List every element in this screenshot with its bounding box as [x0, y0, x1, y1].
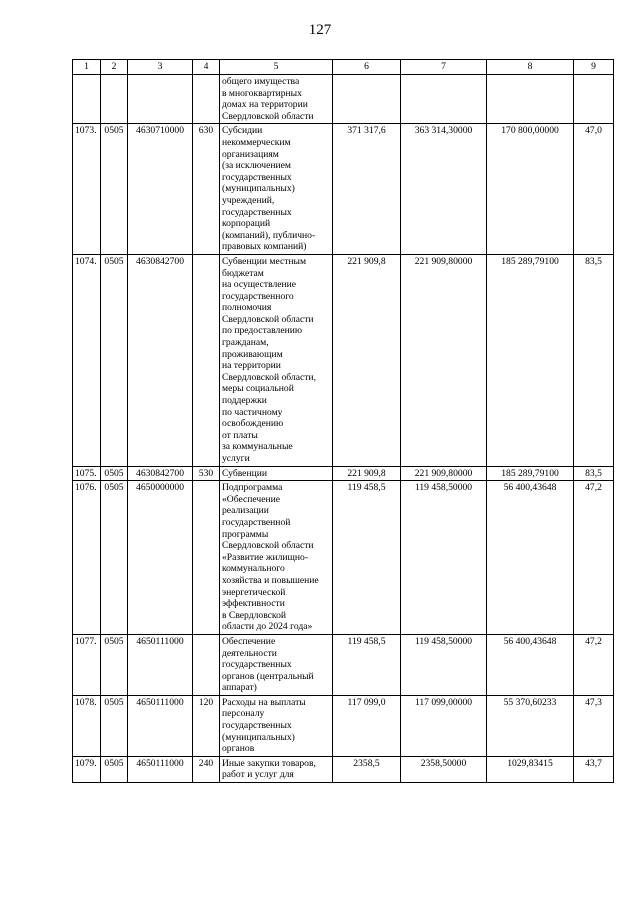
executed-amount: 56 400,43648 [487, 481, 574, 635]
expense-type: 530 [193, 466, 220, 481]
expense-type: 630 [193, 124, 220, 255]
approved-amount [401, 75, 487, 124]
target-code: 4630842700 [128, 466, 193, 481]
plan-amount: 371 317,6 [333, 124, 401, 255]
column-header: 7 [401, 60, 487, 75]
row-number: 1077. [73, 634, 101, 695]
plan-amount: 2358,5 [333, 756, 401, 782]
expense-type [193, 634, 220, 695]
row-number: 1079. [73, 756, 101, 782]
section-code [101, 75, 128, 124]
item-name: Субсидии некоммерческим организациям (за исключением государственных (муниципальных) учреждений, государственных корпораций (компаний), публично- правовых компаний) [220, 124, 333, 255]
row-number: 1076. [73, 481, 101, 635]
item-name: Обеспечение деятельности государственных органов (центральный аппарат) [220, 634, 333, 695]
execution-percent: 47,0 [574, 124, 614, 255]
section-code: 0505 [101, 634, 128, 695]
column-header: 4 [193, 60, 220, 75]
target-code [128, 75, 193, 124]
table-row [73, 254, 614, 466]
execution-percent: 43,7 [574, 756, 614, 782]
section-code: 0505 [101, 756, 128, 782]
table-row [73, 695, 614, 756]
page-number: 127 [308, 22, 332, 38]
column-number-row [73, 60, 614, 75]
expense-type: 240 [193, 756, 220, 782]
table-row [73, 75, 614, 124]
expense-type [193, 481, 220, 635]
column-header: 5 [220, 60, 333, 75]
section-code: 0505 [101, 124, 128, 255]
section-code: 0505 [101, 695, 128, 756]
plan-amount: 119 458,5 [333, 481, 401, 635]
target-code: 4650111000 [128, 695, 193, 756]
plan-amount: 119 458,5 [333, 634, 401, 695]
execution-percent: 47,2 [574, 634, 614, 695]
execution-percent: 47,2 [574, 481, 614, 635]
item-name: Подпрограмма «Обеспечение реализации государственной программы Свердловской области «Развитие жилищно- коммунального хозяйства и повышение энергетической эффективности в Свердловской области до 2024 года» [220, 481, 333, 635]
table-row [73, 124, 614, 255]
column-header: 2 [101, 60, 128, 75]
row-number: 1075. [73, 466, 101, 481]
target-code: 4630710000 [128, 124, 193, 255]
section-code: 0505 [101, 481, 128, 635]
approved-amount: 119 458,50000 [401, 481, 487, 635]
target-code: 4650111000 [128, 634, 193, 695]
item-name: Субвенции [220, 466, 333, 481]
expense-type [193, 75, 220, 124]
item-name: Иные закупки товаров, работ и услуг для [220, 756, 333, 782]
item-name: Расходы на выплаты персоналу государственных (муниципальных) органов [220, 695, 333, 756]
table-row [73, 756, 614, 782]
execution-percent: 47,3 [574, 695, 614, 756]
target-code: 4650111000 [128, 756, 193, 782]
executed-amount: 1029,83415 [487, 756, 574, 782]
column-header: 9 [574, 60, 614, 75]
approved-amount: 2358,50000 [401, 756, 487, 782]
executed-amount: 185 289,79100 [487, 254, 574, 466]
executed-amount: 56 400,43648 [487, 634, 574, 695]
executed-amount: 185 289,79100 [487, 466, 574, 481]
item-name: общего имущества в многоквартирных домах на территории Свердловской области [220, 75, 333, 124]
section-code: 0505 [101, 254, 128, 466]
plan-amount [333, 75, 401, 124]
expense-type: 120 [193, 695, 220, 756]
executed-amount [487, 75, 574, 124]
approved-amount: 363 314,30000 [401, 124, 487, 255]
approved-amount: 117 099,00000 [401, 695, 487, 756]
executed-amount: 55 370,60233 [487, 695, 574, 756]
table-row [73, 481, 614, 635]
column-header: 3 [128, 60, 193, 75]
budget-table [72, 59, 614, 783]
section-code: 0505 [101, 466, 128, 481]
target-code: 4650000000 [128, 481, 193, 635]
table-row [73, 466, 614, 481]
executed-amount: 170 800,00000 [487, 124, 574, 255]
column-header: 8 [487, 60, 574, 75]
approved-amount: 221 909,80000 [401, 254, 487, 466]
approved-amount: 119 458,50000 [401, 634, 487, 695]
item-name: Субвенции местным бюджетам на осуществление государственного полномочия Свердловской области по предоставлению гражданам, проживающим на территории Свердловской области, меры социальной поддержки по частичному освобождению от платы за коммунальные услуги [220, 254, 333, 466]
expense-type [193, 254, 220, 466]
column-header: 1 [73, 60, 101, 75]
table-row [73, 634, 614, 695]
row-number [73, 75, 101, 124]
plan-amount: 221 909,8 [333, 254, 401, 466]
row-number: 1078. [73, 695, 101, 756]
plan-amount: 221 909,8 [333, 466, 401, 481]
target-code: 4630842700 [128, 254, 193, 466]
row-number: 1073. [73, 124, 101, 255]
execution-percent [574, 75, 614, 124]
approved-amount: 221 909,80000 [401, 466, 487, 481]
execution-percent: 83,5 [574, 254, 614, 466]
column-header: 6 [333, 60, 401, 75]
plan-amount: 117 099,0 [333, 695, 401, 756]
row-number: 1074. [73, 254, 101, 466]
execution-percent: 83,5 [574, 466, 614, 481]
